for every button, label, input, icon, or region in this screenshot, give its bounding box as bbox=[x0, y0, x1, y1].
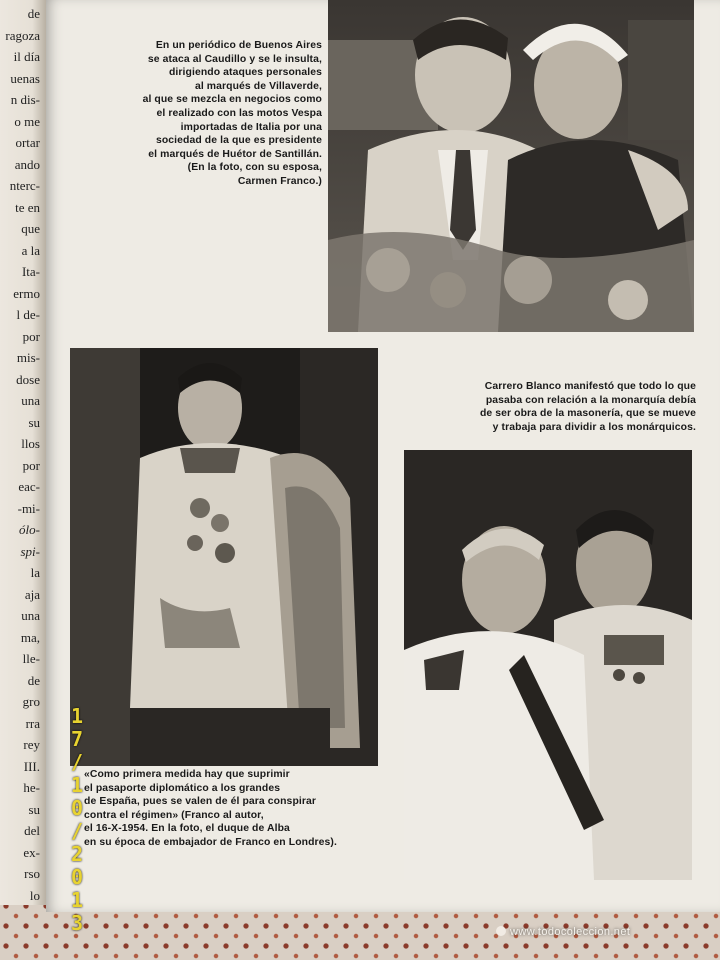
left-page-text-fragment: ragoza bbox=[5, 27, 40, 43]
photo-franco-image bbox=[404, 450, 692, 880]
caption-bottom-line: de España, pues se valen de él para conspirar bbox=[84, 796, 317, 808]
caption-top-line: el realizado con las motos Vespa bbox=[156, 107, 322, 119]
left-page-text-fragment: aja bbox=[24, 586, 40, 602]
left-page-text-fragment: la bbox=[30, 565, 40, 580]
caption-middle-line: de ser obra de la masonería, que se mueve bbox=[479, 408, 696, 420]
left-page-text-fragment: su bbox=[28, 414, 40, 430]
left-page-text-fragment: una bbox=[21, 393, 40, 408]
photo-couple-image bbox=[328, 0, 694, 332]
date-watermark: 1 7 / 1 0 / 2 0 1 3 bbox=[70, 704, 84, 935]
left-page-text-fragment: una bbox=[21, 608, 40, 623]
photo-duke-of-alba bbox=[70, 348, 378, 766]
caption-bottom-line: el pasaporte diplomático a los grandes bbox=[84, 782, 281, 794]
caption-top bbox=[122, 39, 322, 189]
left-page-text-fragment: dose bbox=[16, 371, 40, 387]
left-page-text-fragment: del bbox=[24, 823, 40, 838]
left-page-text-fragment: eac- bbox=[18, 479, 40, 494]
magazine-page bbox=[46, 0, 720, 912]
left-page-text-fragment: nterc- bbox=[9, 178, 40, 193]
left-page-text-fragment: ermo bbox=[13, 285, 40, 301]
left-page-text-fragment: rra bbox=[25, 715, 40, 731]
left-page-text-fragment: su bbox=[28, 801, 40, 817]
photo-franco-carrero bbox=[404, 450, 692, 880]
caption-bottom-line: «Como primera medida hay que suprimir bbox=[84, 769, 290, 780]
left-page-text-fragment: Ita- bbox=[21, 264, 40, 279]
caption-top-line: al que se mezcla en negocios como bbox=[142, 94, 322, 106]
caption-top-line: dirigiendo ataques personales bbox=[168, 67, 322, 79]
left-page-text-fragment: a la bbox=[21, 242, 40, 258]
left-page-text-fragment: he- bbox=[23, 780, 40, 795]
left-page-text-fragment: que bbox=[21, 221, 40, 236]
caption-middle-line: y trabaja para dividir a los monárquicos. bbox=[492, 421, 696, 433]
caption-top-line: En un periódico de Buenos Aires bbox=[155, 40, 322, 51]
left-page-text-fragment: rey bbox=[23, 737, 40, 752]
site-watermark-text: www.todocoleccion.net bbox=[510, 926, 631, 938]
caption-top-line: Carmen Franco.) bbox=[237, 175, 322, 187]
caption-bottom bbox=[84, 768, 404, 850]
caption-middle-line: Carrero Blanco manifestó que todo lo que bbox=[484, 381, 696, 392]
left-page-text-fragment: mis- bbox=[16, 350, 40, 365]
left-page-text-fragment: rso bbox=[24, 866, 40, 881]
caption-top-line: importadas de Italia por una bbox=[180, 121, 322, 133]
caption-top-line: (En la foto, con su esposa, bbox=[187, 162, 322, 174]
caption-middle bbox=[406, 380, 696, 434]
left-page-text-fragment: ólo- bbox=[19, 522, 40, 537]
caption-top-line: sociedad de la que es presidente bbox=[155, 135, 322, 147]
left-page-text-fragment: o me bbox=[14, 113, 40, 129]
left-page-text-fragment: lo bbox=[29, 887, 40, 903]
left-page-text-fragment: gro bbox=[22, 694, 40, 709]
caption-top-line: el marqués de Huétor de Santillán. bbox=[148, 148, 322, 160]
left-page-text-fragment: -mi- bbox=[17, 500, 40, 516]
photo-duke-image bbox=[70, 348, 378, 766]
left-page-text-fragment: ma, bbox=[20, 629, 40, 645]
left-page-text-fragment: spi- bbox=[20, 543, 40, 559]
left-page-text-fragment: llos bbox=[21, 436, 40, 451]
left-page-text-fragment: n dis- bbox=[10, 92, 40, 107]
left-page-text-fragment: te en bbox=[15, 199, 40, 215]
caption-bottom-line: en su época de embajador de Franco en Londres). bbox=[84, 836, 337, 848]
caption-middle-line: pasaba con relación a la monarquía debía bbox=[485, 394, 696, 406]
left-page-text-fragment: l de- bbox=[16, 307, 40, 322]
left-page-text-fragment: por bbox=[22, 328, 40, 344]
left-page-text-fragment: III. bbox=[23, 758, 40, 774]
left-page-text-fragment: de bbox=[27, 672, 40, 688]
photo-couple bbox=[328, 0, 694, 332]
left-page-text-fragment: por bbox=[22, 457, 40, 473]
caption-bottom-line: contra el régimen» (Franco al autor, bbox=[84, 809, 264, 821]
left-page-text-fragment: ando bbox=[14, 156, 40, 172]
left-page-text-fragment: ex- bbox=[23, 844, 40, 860]
left-page-text-fragment: il día bbox=[13, 49, 40, 64]
caption-bottom-line: el 16-X-1954. En la foto, el duque de Alba bbox=[84, 823, 290, 835]
left-page-text-fragment: ortar bbox=[15, 135, 40, 150]
caption-top-line: al marqués de Villaverde, bbox=[194, 80, 322, 92]
site-watermark bbox=[496, 926, 630, 938]
caption-top-line: se ataca al Caudillo y se le insulta, bbox=[147, 53, 322, 65]
left-page-text-fragment: uenas bbox=[10, 70, 40, 86]
left-page-edge bbox=[0, 0, 46, 905]
left-page-text-fragment: llе- bbox=[22, 651, 40, 666]
left-page-text-fragment: de bbox=[27, 6, 40, 21]
todocoleccion-logo-icon bbox=[496, 926, 506, 936]
